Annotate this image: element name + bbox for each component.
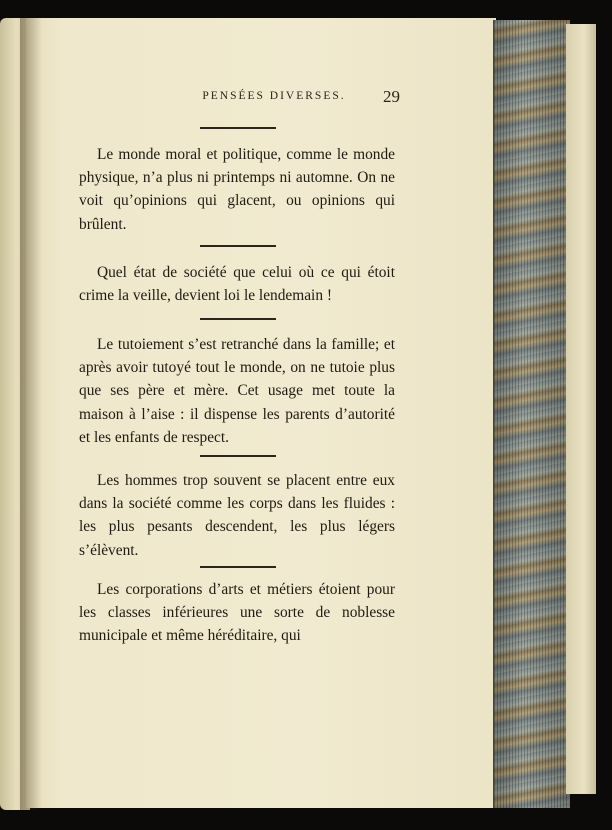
paragraph-4: Les hommes trop souvent se placent entre eux dans la société comme les corps dans les fluides : les plus pesants descendent, les plus légers s’élèvent. (79, 472, 395, 559)
paragraph-5: Les corporations d’arts et métiers étoient pour les classes inférieures une sorte de noblesse municipale et même héréditaire, qui (79, 581, 395, 645)
paragraph-1: Le monde moral et politique, comme le monde physique, n’a plus ni printemps ni automne. On ne voit qu’opinions qui glacent, ou opinions qui brûlent. (79, 146, 395, 233)
gutter-shadow (20, 18, 42, 810)
page-header (60, 87, 400, 114)
paragraph-3: Le tutoiement s’est retranché dans la famille; et après avoir tutoyé tout le monde, on ne tutoie plus que ses père et mère. Cet usage met toute la maison à l’aise : il dispense les parents d’autorité et les enfants de respect. (79, 336, 395, 446)
page-edge-shading (493, 20, 569, 808)
section-rule (200, 318, 276, 320)
page-number: 29 (383, 87, 400, 106)
paragraph-2: Quel état de société que celui où ce qui étoit crime la veille, devient loi le lendemain ! (79, 264, 395, 305)
cover-board (566, 24, 596, 794)
section-rule (200, 455, 276, 457)
section-rule (200, 245, 276, 247)
running-head: PENSÉES DIVERSES. (202, 90, 346, 102)
section-rule (200, 566, 276, 568)
section-rule (200, 127, 276, 129)
